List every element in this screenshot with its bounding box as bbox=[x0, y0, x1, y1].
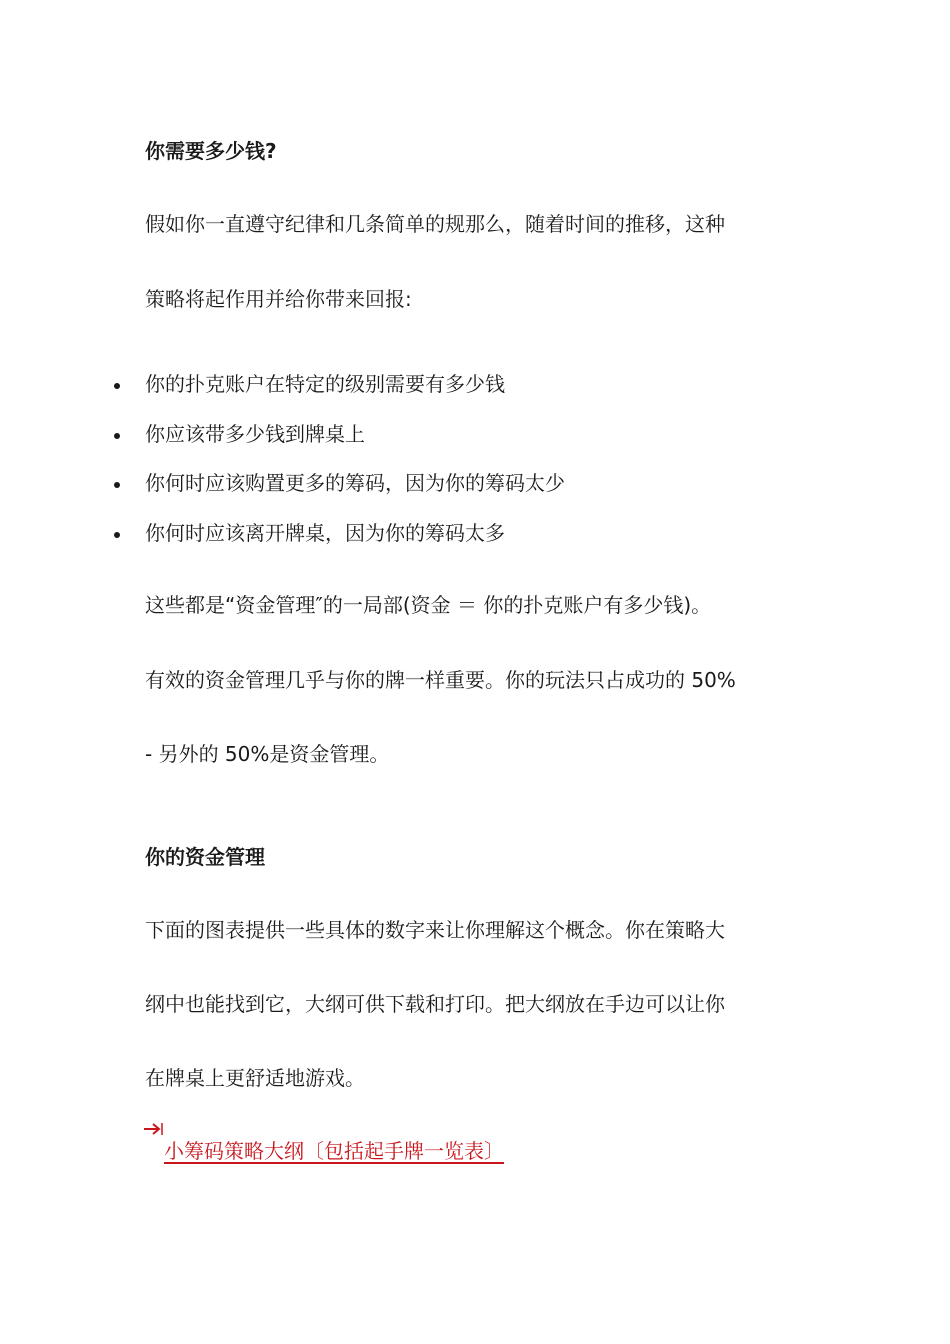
paragraph-line-3: - 另外的 50%是资金管理。 bbox=[145, 742, 390, 766]
list-item: 你应该带多少钱到牌桌上 bbox=[145, 422, 365, 446]
list-item: 你的扑克账户在特定的级别需要有多少钱 bbox=[145, 372, 505, 396]
paragraph-line-2: 有效的资金管理几乎与你的牌一样重要。你的玩法只占成功的 50% bbox=[145, 668, 736, 692]
section-heading-bankroll: 你的资金管理 bbox=[145, 845, 265, 869]
bullet-marker bbox=[114, 433, 120, 439]
body-text-line-3: 在牌桌上更舒适地游戏。 bbox=[145, 1066, 365, 1090]
strategy-outline-link[interactable]: 小筹码策略大纲〔包括起手牌一览表〕 bbox=[164, 1139, 504, 1163]
list-item: 你何时应该购置更多的筹码，因为你的筹码太少 bbox=[145, 471, 565, 495]
intro-text-line-1: 假如你一直遵守纪律和几条简单的规那么，随着时间的推移，这种 bbox=[145, 212, 725, 236]
bullet-marker bbox=[114, 532, 120, 538]
paragraph-line-1: 这些都是“资金管理″的一局部(资金 ＝ 你的扑克账户有多少钱)。 bbox=[145, 593, 712, 617]
intro-text-line-2: 策略将起作用并给你带来回报: bbox=[145, 287, 412, 311]
body-text-line-2: 纲中也能找到它，大纲可供下载和打印。把大纲放在手边可以让你 bbox=[145, 992, 725, 1016]
arrow-right-to-bar-icon bbox=[143, 1122, 165, 1136]
section-heading-money-needed: 你需要多少钱? bbox=[145, 139, 277, 163]
list-item: 你何时应该离开牌桌，因为你的筹码太多 bbox=[145, 521, 505, 545]
body-text-line-1: 下面的图表提供一些具体的数字来让你理解这个概念。你在策略大 bbox=[145, 918, 725, 942]
bullet-marker bbox=[114, 482, 120, 488]
bullet-marker bbox=[114, 383, 120, 389]
